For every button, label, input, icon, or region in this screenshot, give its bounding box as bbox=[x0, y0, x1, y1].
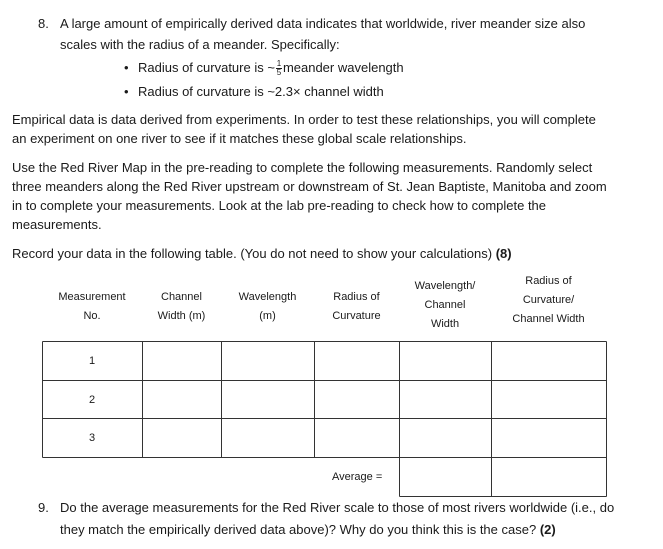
header-measurement-no bbox=[42, 288, 142, 326]
question-8-line-2: scales with the radius of a meander. Specifically: bbox=[60, 37, 340, 52]
header-line: Channel bbox=[161, 291, 202, 303]
question-9-number: 9. bbox=[38, 500, 49, 515]
bullet-1 bbox=[138, 58, 404, 77]
bullet-2: Radius of curvature is ~2.3× channel width bbox=[138, 84, 384, 99]
header-wavelength bbox=[221, 288, 314, 326]
header-line: Curvature bbox=[332, 310, 381, 322]
average-label: Average = bbox=[332, 471, 383, 483]
paragraph-2-line-1: Use the Red River Map in the pre-reading to complete the following measurements. Randomly select bbox=[12, 160, 593, 175]
question-8-line-1: A large amount of empirically derived data indicates that worldwide, river meander size also bbox=[60, 16, 586, 31]
question-9-marks: (2) bbox=[539, 522, 556, 537]
record-text: Record your data in the following table. (You do not need to show your calculations) bbox=[12, 246, 496, 261]
header-line: Channel Width bbox=[512, 313, 585, 325]
header-line: Curvature/ bbox=[522, 294, 575, 306]
paragraph-2-line-2: three meanders along the Red River upstream or downstream of St. Jean Baptiste, Manitoba and zoom bbox=[12, 179, 607, 194]
paragraph-2-line-3: in to complete your measurements. Look at the lab pre-reading to check how to complete the bbox=[12, 198, 547, 213]
bullet-2-marker: • bbox=[124, 84, 129, 99]
question-8-number: 8. bbox=[38, 16, 49, 31]
header-line: (m) bbox=[259, 310, 276, 322]
header-line: Radius of bbox=[333, 291, 380, 303]
record-instruction bbox=[12, 244, 512, 263]
header-line: Radius of bbox=[525, 275, 572, 287]
fraction-denominator: 5 bbox=[276, 68, 282, 78]
bullet-1-suffix: meander wavelength bbox=[282, 60, 404, 75]
header-line: No. bbox=[83, 310, 101, 322]
header-line: Width bbox=[430, 318, 460, 330]
header-line: Width (m) bbox=[157, 310, 206, 322]
header-wavelength-channel-width bbox=[399, 277, 491, 334]
header-line: Wavelength/ bbox=[414, 280, 476, 292]
bullet-1-prefix: Radius of curvature is ~ bbox=[138, 60, 275, 75]
row-number-1: 1 bbox=[89, 355, 96, 367]
paragraph-1-line-1: Empirical data is data derived from experiments. In order to test these relationships, you will complete bbox=[12, 112, 596, 127]
header-radius-of-curvature bbox=[314, 288, 399, 326]
row-number-3: 3 bbox=[89, 432, 96, 444]
question-9-line-2 bbox=[60, 520, 556, 539]
row-number-2: 2 bbox=[89, 394, 96, 406]
header-line: Channel bbox=[424, 299, 466, 311]
bullet-1-marker: • bbox=[124, 60, 129, 75]
paragraph-1-line-2: an experiment on one river to see if it matches these global scale relationships. bbox=[12, 131, 467, 146]
record-marks: (8) bbox=[495, 246, 512, 261]
question-9-line-1: Do the average measurements for the Red River scale to those of most rivers worldwide (i.e., do bbox=[60, 500, 615, 515]
header-radius-channel-width bbox=[491, 272, 606, 329]
paragraph-2-line-4: measurements. bbox=[12, 217, 102, 232]
one-fifth-fraction bbox=[276, 60, 282, 77]
question-9-text: they match the empirically derived data above)? Why do you think this is the case? bbox=[60, 522, 540, 537]
header-line: Wavelength bbox=[238, 291, 297, 303]
fraction-numerator: 1 bbox=[276, 59, 282, 69]
header-line: Measurement bbox=[58, 291, 126, 303]
header-channel-width bbox=[142, 288, 221, 326]
